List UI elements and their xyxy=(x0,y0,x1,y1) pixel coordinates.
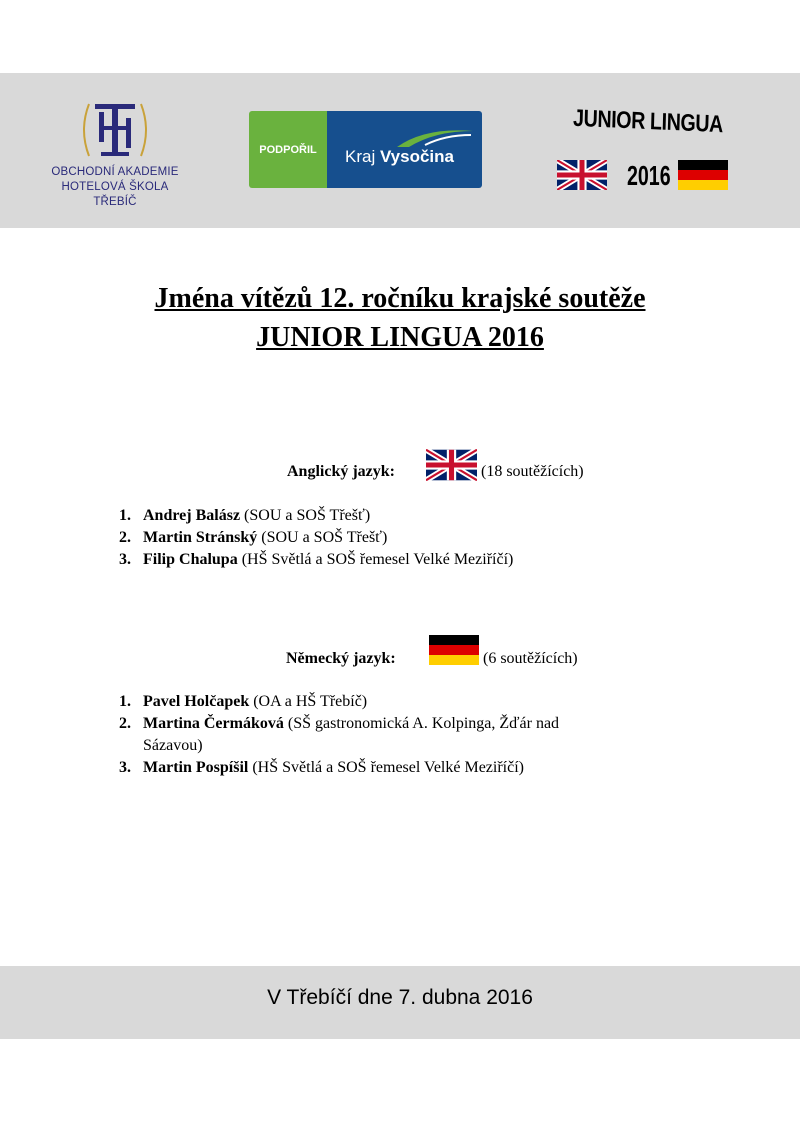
swoosh-icon xyxy=(395,125,475,149)
english-winner-2: 2. Martin Stránský (SOU a SOŠ Třešť) xyxy=(119,529,388,546)
school-name-line3: TŘEBÍČ xyxy=(93,196,137,208)
german-flag-icon xyxy=(678,160,728,190)
footer-date: V Třebíčí dne 7. dubna 2016 xyxy=(267,986,533,1009)
school-name-line1: OBCHODNÍ AKADEMIE xyxy=(51,166,179,178)
page-subtitle: JUNIOR LINGUA 2016 xyxy=(256,322,544,353)
page-title: Jména vítězů 12. ročníku krajské soutěže xyxy=(154,283,646,314)
english-label: Anglický jazyk: xyxy=(287,463,395,480)
german-participant-count: (6 soutěžících) xyxy=(483,650,578,667)
english-participant-count: (18 soutěžících) xyxy=(481,463,584,480)
sponsor-region-name: Kraj Vysočina xyxy=(345,147,454,166)
english-winner-3: 3. Filip Chalupa (HŠ Světlá a SOŠ řemesel Velké Meziříčí) xyxy=(119,551,514,568)
german-label: Německý jazyk: xyxy=(286,650,396,667)
school-name-line2: HOTELOVÁ ŠKOLA xyxy=(61,181,169,193)
english-winner-1: 1. Andrej Balász (SOU a SOŠ Třešť) xyxy=(119,507,371,524)
uk-flag-icon xyxy=(426,449,477,481)
german-winner-2-continued: Sázavou) xyxy=(143,737,203,754)
sponsor-logo xyxy=(249,111,482,188)
german-flag-icon xyxy=(429,634,479,666)
junior-lingua-logo-year: 2016 xyxy=(627,160,671,191)
sponsor-label: PODPOŘIL xyxy=(249,111,327,188)
german-winner-3: 3. Martin Pospíšil (HŠ Světlá a SOŠ řemesel Velké Meziříčí) xyxy=(119,759,524,776)
uk-flag-icon xyxy=(557,160,607,190)
sponsor-region-panel xyxy=(327,111,482,188)
junior-lingua-logo xyxy=(548,104,748,198)
german-winner-2: 2. Martina Čermáková (SŠ gastronomická A. Kolpinga, Žďár nad xyxy=(119,715,560,732)
school-logo xyxy=(40,98,190,214)
school-emblem-icon xyxy=(75,98,155,162)
german-winner-1: 1. Pavel Holčapek (OA a HŠ Třebíč) xyxy=(119,693,368,710)
junior-lingua-logo-title: JUNIOR LINGUA xyxy=(572,104,724,139)
